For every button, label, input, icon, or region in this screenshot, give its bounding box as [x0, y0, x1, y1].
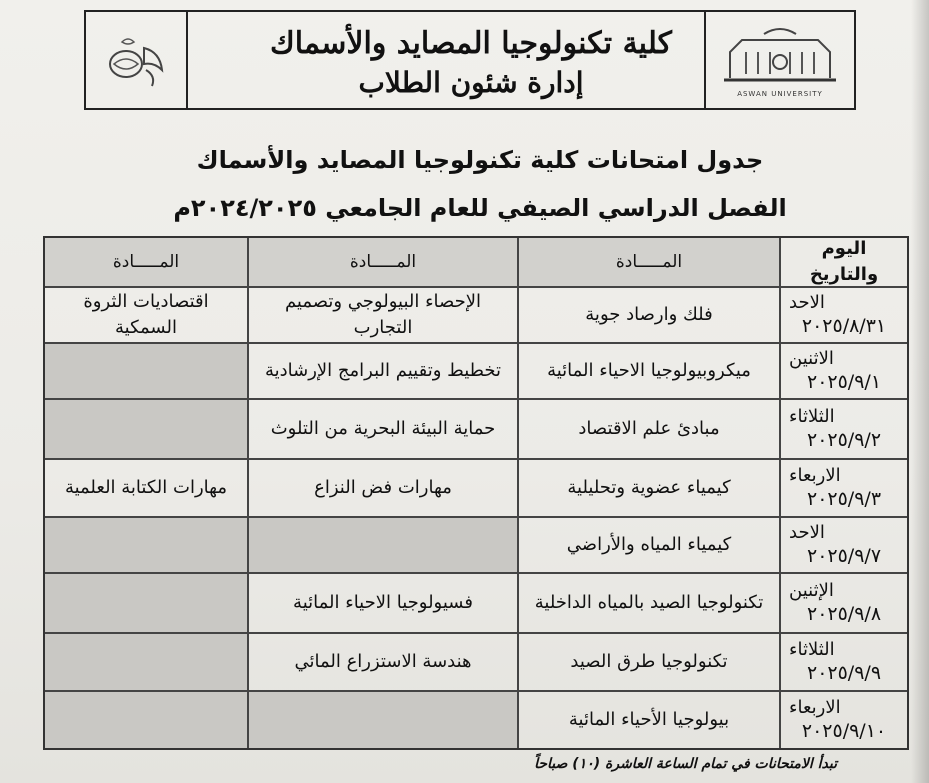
- subject-cell: كيمياء عضوية وتحليلية: [517, 460, 779, 516]
- letterhead-left-logo-cell: [86, 12, 188, 108]
- day-date-cell: [779, 288, 907, 342]
- page-edge-shadow: [911, 0, 929, 783]
- subject-cell: مهارات فض النزاع: [247, 460, 517, 516]
- letterhead: [84, 10, 856, 110]
- exam-date: ٢٠٢٥/٩/٧: [806, 545, 882, 567]
- exam-date: ٢٠٢٥/٩/٨: [806, 603, 882, 625]
- day-name: الثلاثاء: [789, 639, 835, 660]
- exam-date: ٢٠٢٥/٩/٣: [806, 488, 882, 510]
- faculty-fish-emblem-icon: [100, 30, 172, 92]
- subject-cell: كيمياء المياه والأراضي: [517, 518, 779, 572]
- exam-date: ٢٠٢٥/٩/١: [806, 371, 882, 393]
- table-row: [45, 634, 907, 692]
- day-name: الاحد: [789, 292, 825, 313]
- subject-cell: حماية البيئة البحرية من التلوث: [247, 400, 517, 458]
- column-header-subject-1: المـــــادة: [517, 238, 779, 286]
- day-date-cell: [779, 400, 907, 458]
- table-row: [45, 574, 907, 634]
- subject-cell: تكنولوجيا طرق الصيد: [517, 634, 779, 690]
- subject-cell: اقتصاديات الثروة السمكية: [83, 291, 209, 338]
- exam-date: ٢٠٢٥/٩/٩: [806, 662, 882, 684]
- day-name: الإثنين: [789, 580, 834, 601]
- day-name: الاربعاء: [789, 465, 841, 486]
- university-logo-caption: ASWAN UNIVERSITY: [737, 90, 823, 98]
- day-date-cell: [779, 692, 907, 748]
- day-date-cell: [779, 518, 907, 572]
- subject-cell: تخطيط وتقييم البرامج الإرشادية: [247, 344, 517, 398]
- empty-subject-cell: [45, 692, 247, 748]
- subject-cell: فسيولوجيا الاحياء المائية: [247, 574, 517, 632]
- table-row: [45, 344, 907, 400]
- subject-cell: مهارات الكتابة العلمية: [64, 477, 228, 498]
- column-header-subject-3: المـــــادة: [45, 238, 247, 286]
- subject-cell: الإحصاء البيولوجي وتصميم التجارب: [247, 288, 517, 342]
- table-header-row: [45, 238, 907, 288]
- faculty-name: كلية تكنولوجيا المصايد والأسماك: [270, 26, 672, 61]
- table-row: [45, 288, 907, 344]
- day-name: الثلاثاء: [789, 406, 835, 427]
- day-date-cell: [779, 344, 907, 398]
- exam-schedule-table: [43, 236, 909, 750]
- empty-subject-cell: [45, 344, 247, 398]
- column-header-day-date: اليوم والتاريخ: [779, 238, 907, 286]
- exam-date: ٢٠٢٥/٩/١٠: [801, 720, 887, 742]
- day-name: الاحد: [789, 522, 825, 543]
- subject-cell: مبادئ علم الاقتصاد: [517, 400, 779, 458]
- empty-subject-cell: [45, 634, 247, 690]
- exam-start-time-note: تبدأ الامتحانات في تمام الساعة العاشرة (١٠) صباحاً: [534, 756, 837, 772]
- subject-cell: هندسة الاستزراع المائي: [247, 634, 517, 690]
- day-name: الاربعاء: [789, 697, 841, 718]
- department-name: إدارة شئون الطلاب: [358, 66, 584, 99]
- subject-cell: بيولوجيا الأحياء المائية: [517, 692, 779, 748]
- subject-cell: ميكروبيولوجيا الاحياء المائية: [517, 344, 779, 398]
- day-name: الاثنين: [789, 348, 834, 369]
- day-date-cell: [779, 574, 907, 632]
- empty-subject-cell: [45, 400, 247, 458]
- table-row: [45, 460, 907, 518]
- university-building-emblem-icon: [720, 22, 840, 88]
- empty-subject-cell: [247, 692, 517, 748]
- table-row: [45, 400, 907, 460]
- exam-date: ٢٠٢٥/٨/٣١: [801, 315, 887, 337]
- table-row: [45, 692, 907, 748]
- subject-cell: تكنولوجيا الصيد بالمياه الداخلية: [517, 574, 779, 632]
- table-row: [45, 518, 907, 574]
- empty-subject-cell: [247, 518, 517, 572]
- document-title: جدول امتحانات كلية تكنولوجيا المصايد والأسماك: [196, 146, 764, 174]
- subject-cell: فلك وارصاد جوية: [517, 288, 779, 342]
- letterhead-right-logo-cell: [704, 12, 854, 108]
- document-subtitle: الفصل الدراسي الصيفي للعام الجامعي ٢٠٢٤/٢٠٢٥م: [173, 194, 787, 222]
- day-date-cell: [779, 460, 907, 516]
- column-header-subject-2: المـــــادة: [247, 238, 517, 286]
- empty-subject-cell: [45, 574, 247, 632]
- exam-date: ٢٠٢٥/٩/٢: [806, 429, 882, 451]
- empty-subject-cell: [45, 518, 247, 572]
- day-date-cell: [779, 634, 907, 690]
